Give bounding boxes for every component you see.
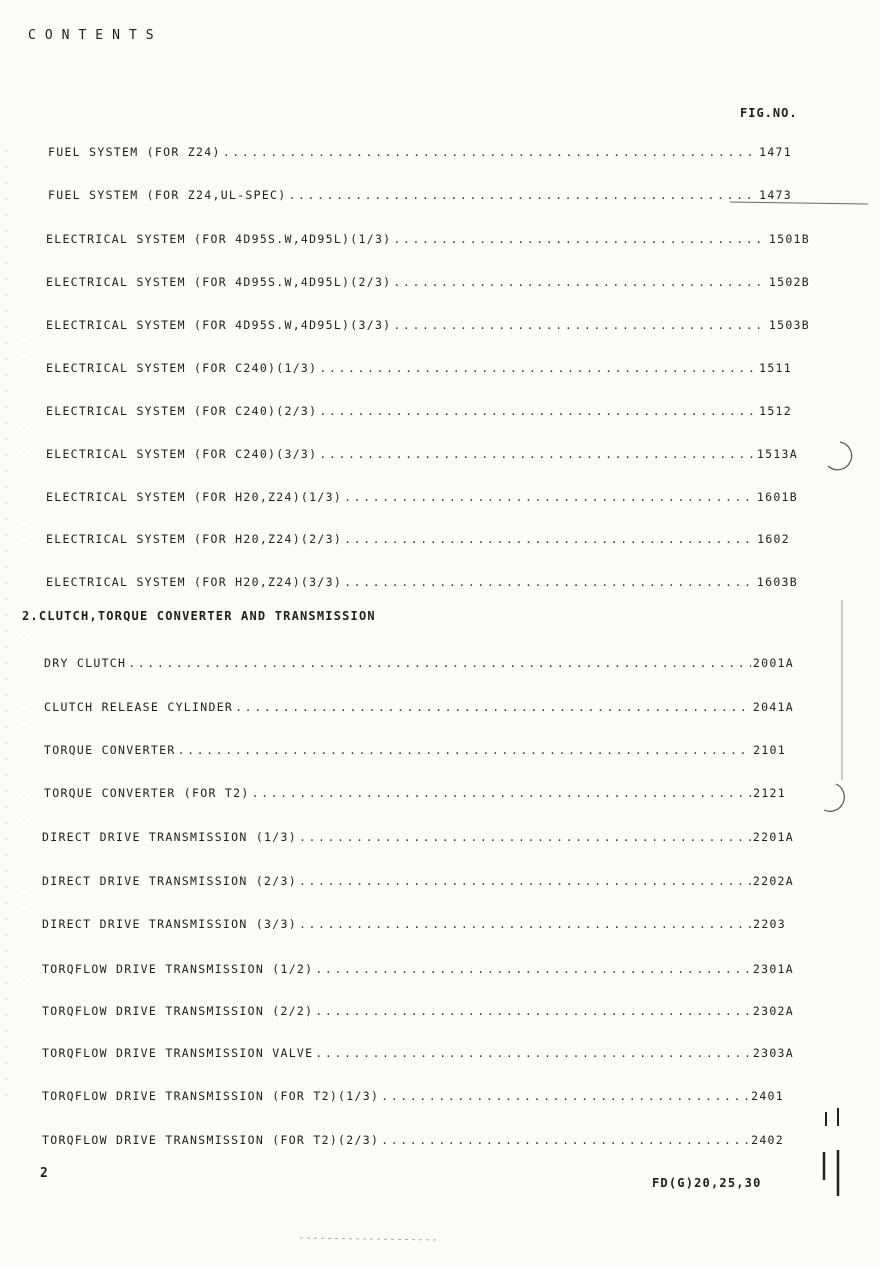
toc-entry-title: CLUTCH RELEASE CYLINDER — [44, 700, 234, 714]
toc-entry-title: ELECTRICAL SYSTEM (FOR H20,Z24)(2/3) — [46, 532, 343, 546]
toc-entry-title: DIRECT DRIVE TRANSMISSION (2/3) — [42, 874, 297, 888]
toc-entry-fig-number: 1603B — [756, 575, 798, 589]
toc-entry-title: DIRECT DRIVE TRANSMISSION (1/3) — [42, 830, 297, 844]
toc-entry-title: TORQFLOW DRIVE TRANSMISSION (2/2) — [42, 1004, 314, 1018]
page-title: CONTENTS — [28, 28, 163, 43]
toc-entry-fig-number: 2303A — [752, 1046, 794, 1060]
toc-entry-fig-number: 2201A — [752, 830, 794, 844]
scan-noise — [300, 1238, 440, 1240]
punch-hole-mark — [828, 442, 852, 470]
page-number: 2 — [40, 1166, 48, 1181]
document-code: FD(G)20,25,30 — [652, 1176, 762, 1190]
fig-no-column-header: FIG.NO. — [740, 106, 798, 120]
toc-entry-fig-number: 2401 — [751, 1089, 784, 1103]
toc-entry-fig-number: 2001A — [752, 656, 794, 670]
toc-entry-fig-number: 2121 — [753, 786, 786, 800]
toc-entry-title: ELECTRICAL SYSTEM (FOR 4D95S.W,4D95L)(3/3) — [46, 318, 392, 332]
toc-entry-title: ELECTRICAL SYSTEM (FOR 4D95S.W,4D95L)(2/3) — [46, 275, 392, 289]
punch-hole-mark — [824, 784, 844, 811]
toc-entry-fig-number: 2302A — [752, 1004, 794, 1018]
toc-entry-title: TORQUE CONVERTER (FOR T2) — [44, 786, 250, 800]
toc-entry-title: DRY CLUTCH — [44, 656, 127, 670]
toc-entry-fig-number: 1471 — [759, 145, 792, 159]
toc-entry-fig-number: 2101 — [753, 743, 786, 757]
toc-entry-title: TORQFLOW DRIVE TRANSMISSION (FOR T2)(1/3) — [42, 1089, 380, 1103]
toc-entry-fig-number: 1501B — [768, 232, 810, 246]
underline-mark — [730, 202, 868, 204]
toc-entry-fig-number: 2301A — [752, 962, 794, 976]
toc-entry-fig-number: 2402 — [751, 1133, 784, 1147]
toc-entry-fig-number: 1502B — [768, 275, 810, 289]
toc-entry-fig-number: 1473 — [759, 188, 792, 202]
toc-entry-title: ELECTRICAL SYSTEM (FOR 4D95S.W,4D95L)(1/3) — [46, 232, 392, 246]
toc-entry-fig-number: 2202A — [752, 874, 794, 888]
toc-entry-fig-number: 1511 — [759, 361, 792, 375]
section-heading: 2.CLUTCH,TORQUE CONVERTER AND TRANSMISSION — [22, 609, 376, 623]
toc-entry-title: ELECTRICAL SYSTEM (FOR H20,Z24)(3/3) — [46, 575, 343, 589]
toc-entry-title: FUEL SYSTEM (FOR Z24,UL-SPEC) — [48, 188, 287, 202]
toc-entry-title: TORQFLOW DRIVE TRANSMISSION VALVE — [42, 1046, 314, 1060]
toc-entry-fig-number: 1503B — [768, 318, 810, 332]
toc-entry-fig-number: 2041A — [752, 700, 794, 714]
toc-entry-title: FUEL SYSTEM (FOR Z24) — [48, 145, 221, 159]
toc-entry-title: DIRECT DRIVE TRANSMISSION (3/3) — [42, 917, 297, 931]
toc-entry-title: TORQFLOW DRIVE TRANSMISSION (1/2) — [42, 962, 314, 976]
toc-entry-fig-number: 1513A — [756, 447, 798, 461]
toc-entry-title: ELECTRICAL SYSTEM (FOR H20,Z24)(1/3) — [46, 490, 343, 504]
toc-entry-fig-number: 1601B — [756, 490, 798, 504]
toc-entry-title: ELECTRICAL SYSTEM (FOR C240)(2/3) — [46, 404, 318, 418]
toc-entry-title: ELECTRICAL SYSTEM (FOR C240)(3/3) — [46, 447, 318, 461]
toc-entry-fig-number: 1512 — [759, 404, 792, 418]
toc-entry-fig-number: 2203 — [753, 917, 786, 931]
toc-entry-title: TORQUE CONVERTER — [44, 743, 176, 757]
toc-entry-title: ELECTRICAL SYSTEM (FOR C240)(1/3) — [46, 361, 318, 375]
toc-entry-fig-number: 1602 — [757, 532, 790, 546]
toc-entry-title: TORQFLOW DRIVE TRANSMISSION (FOR T2)(2/3) — [42, 1133, 380, 1147]
